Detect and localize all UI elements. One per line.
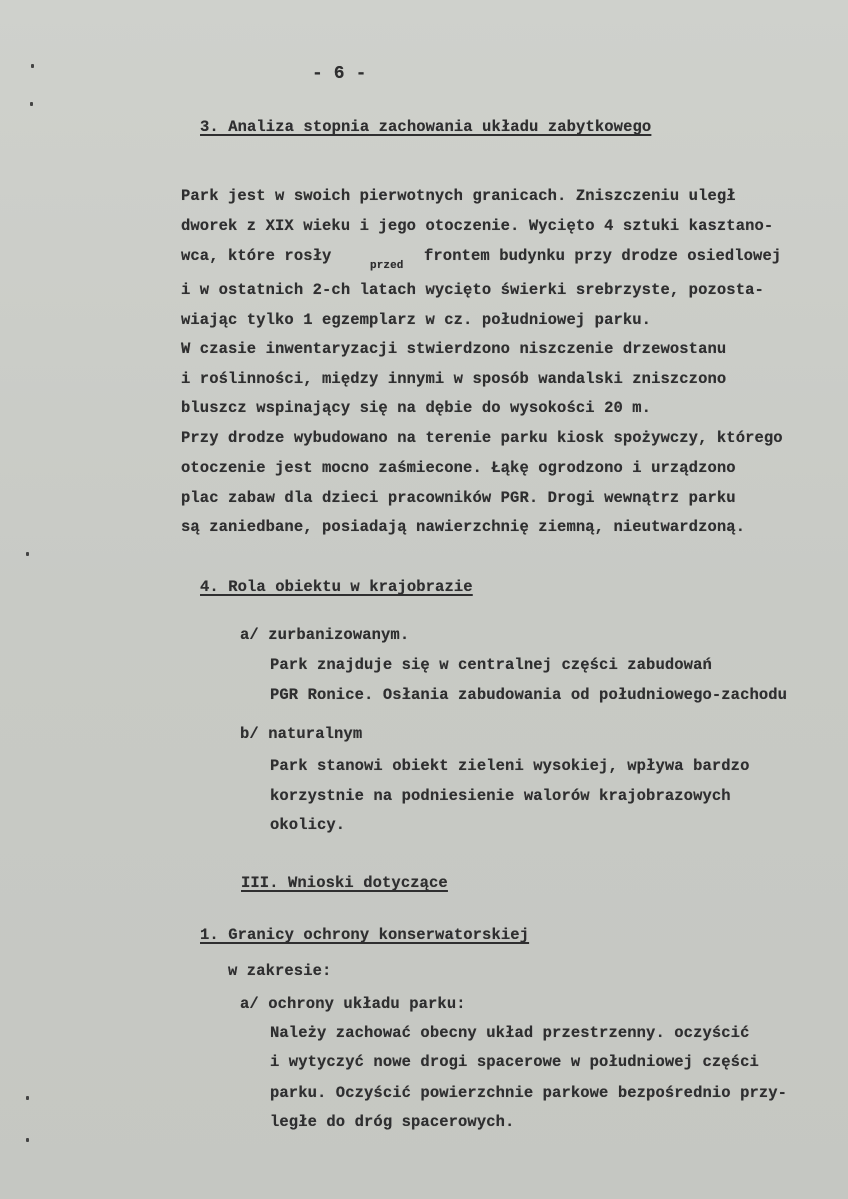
section-4-b-label: b/ naturalnym xyxy=(240,725,363,743)
section-3-line: Przy drodze wybudowano na terenie parku kiosk spożywczy, którego xyxy=(181,429,783,447)
margin-mark xyxy=(26,552,29,556)
section-3-line: plac zabaw dla dzieci pracowników PGR. Drogi wewnątrz parku xyxy=(181,489,736,507)
section-4-heading: 4. Rola obiektu w krajobrazie xyxy=(200,578,473,596)
section-3-line: i roślinności, między innymi w sposób wandalski zniszczono xyxy=(181,370,727,388)
section-4-a-label: a/ zurbanizowanym. xyxy=(240,626,410,644)
section-3-line: Park jest w swoich pierwotnych granicach. Zniszczeniu uległ xyxy=(181,187,736,205)
section-iii-a-line: Należy zachować obecny układ przestrzenny. oczyścić xyxy=(270,1024,750,1042)
section-3-line: dworek z XIX wieku i jego otoczenie. Wycięto 4 sztuki kasztano- xyxy=(181,217,774,235)
section-3-line: frontem budynku przy drodze osiedlowej xyxy=(424,247,782,265)
section-4-a-line: Park znajduje się w centralnej części zabudowań xyxy=(270,656,712,674)
section-3-line: bluszcz wspinający się na dębie do wysokości 20 m. xyxy=(181,399,652,417)
margin-mark xyxy=(26,1138,29,1142)
margin-mark xyxy=(30,102,33,106)
section-3-line: i w ostatnich 2-ch latach wycięto świerki srebrzyste, pozosta- xyxy=(181,281,764,299)
section-3-line: są zaniedbane, posiadają nawierzchnię ziemną, nieutwardzoną. xyxy=(181,518,746,536)
page-number: - 6 - xyxy=(312,64,367,84)
section-4-b-line: korzystnie na podniesienie walorów krajobrazowych xyxy=(270,787,731,805)
margin-mark xyxy=(26,1096,29,1100)
section-3-line: wca, które rosły xyxy=(181,247,332,265)
section-3-line: W czasie inwentaryzacji stwierdzono niszczenie drzewostanu xyxy=(181,340,727,358)
section-4-b-line: okolicy. xyxy=(270,816,346,834)
section-4-b-line: Park stanowi obiekt zieleni wysokiej, wpływa bardzo xyxy=(270,757,750,775)
scope-label: w zakresie: xyxy=(228,962,332,980)
section-4-a-line: PGR Ronice. Osłania zabudowania od południowego-zachodu xyxy=(270,686,788,704)
section-3-line: otoczenie jest mocno zaśmiecone. Łąkę ogrodzono i urządzono xyxy=(181,459,736,477)
section-iii-a-line: parku. Oczyścić powierzchnie parkowe bezpośrednio przy- xyxy=(270,1084,788,1102)
section-iii-a-line: ległe do dróg spacerowych. xyxy=(270,1113,515,1131)
margin-mark xyxy=(31,64,34,68)
section-3-line: wiając tylko 1 egzemplarz w cz. południowej parku. xyxy=(181,311,652,329)
section-iii-a-label: a/ ochrony układu parku: xyxy=(240,995,466,1013)
section-iii-heading: III. Wnioski dotyczące xyxy=(241,874,448,892)
section-3-heading: 3. Analiza stopnia zachowania układu zabytkowego xyxy=(200,118,652,136)
item-1-heading: 1. Granicy ochrony konserwatorskiej xyxy=(200,926,530,944)
section-iii-a-line: i wytyczyć nowe drogi spacerowe w południowej części xyxy=(270,1053,759,1071)
inserted-word: przed xyxy=(370,260,404,272)
